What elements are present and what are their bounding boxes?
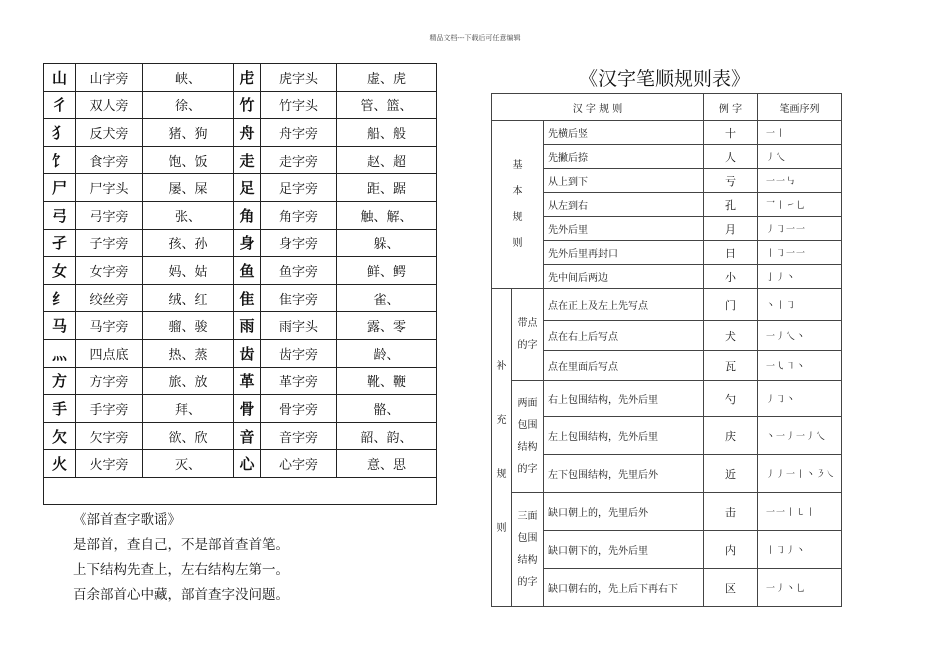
radical: 舟	[234, 119, 261, 147]
radical: 尸	[44, 174, 76, 202]
stroke-sequence: 亅丿丶	[758, 265, 842, 289]
example-chars: 猪、狗	[143, 119, 234, 147]
table-row	[492, 569, 842, 607]
example-chars: 触、解、	[337, 201, 437, 229]
radical: 音	[234, 422, 261, 450]
header-example: 例 字	[704, 94, 758, 121]
table-row	[44, 229, 437, 257]
radical-name: 反犬旁	[76, 119, 143, 147]
example-char: 门	[704, 289, 758, 321]
example-chars: 露、零	[337, 312, 437, 340]
radical-name: 绞丝旁	[76, 284, 143, 312]
example-char: 区	[704, 569, 758, 607]
example-char: 犬	[704, 321, 758, 351]
example-chars: 徐、	[143, 91, 234, 119]
example-chars: 龄、	[337, 339, 437, 367]
example-char: 亏	[704, 169, 758, 193]
radical-name: 足字旁	[261, 174, 337, 202]
stroke-sequence: 一一㇉	[758, 169, 842, 193]
rules-header-row	[492, 94, 842, 121]
example-chars: 韶、韵、	[337, 422, 437, 450]
stroke-sequence: 丨㇆一一	[758, 241, 842, 265]
radical: 鱼	[234, 257, 261, 285]
stroke-sequence: 丨㇆丿丶	[758, 531, 842, 569]
rule-text: 缺口朝上的，先里后外	[544, 493, 704, 531]
radical: 饣	[44, 146, 76, 174]
example-chars: 屡、屎	[143, 174, 234, 202]
radical: 隹	[234, 284, 261, 312]
stroke-sequence: 丿丿一丨丶㇋㇏	[758, 455, 842, 493]
stroke-sequence: 一㇂㇕丶	[758, 351, 842, 381]
rule-text: 点在右上后写点	[544, 321, 704, 351]
radical: 犭	[44, 119, 76, 147]
page-header: 精品文档---下载后可任意编辑	[429, 34, 521, 42]
rule-text: 左上包围结构，先外后里	[544, 417, 704, 455]
radical-name: 心字旁	[261, 450, 337, 478]
table-row	[492, 241, 842, 265]
radical: 心	[234, 450, 261, 478]
table-row	[492, 121, 842, 145]
example-chars: 意、思	[337, 450, 437, 478]
stroke-sequence: 丿乀	[758, 145, 842, 169]
example-char: 月	[704, 217, 758, 241]
stroke-sequence: 一丨	[758, 121, 842, 145]
example-char: 瓦	[704, 351, 758, 381]
table-row	[492, 531, 842, 569]
table-row	[492, 145, 842, 169]
example-chars: 虚、虎	[337, 64, 437, 92]
rule-text: 从上到下	[544, 169, 704, 193]
example-char: 孔	[704, 193, 758, 217]
radical-name: 手字旁	[76, 395, 143, 423]
table-row	[44, 174, 437, 202]
radical-name: 山字旁	[76, 64, 143, 92]
basic-rules-label: 基 本 规 则	[492, 121, 544, 289]
radical-song	[73, 508, 289, 608]
example-chars: 热、蒸	[143, 339, 234, 367]
table-row	[44, 450, 437, 478]
empty-cell	[44, 477, 437, 504]
radical-table	[43, 63, 437, 505]
radical-name: 雨字头	[261, 312, 337, 340]
example-chars: 躲、	[337, 229, 437, 257]
radical: 手	[44, 395, 76, 423]
example-char: 击	[704, 493, 758, 531]
table-row	[492, 193, 842, 217]
example-char: 日	[704, 241, 758, 265]
rule-text: 左下包围结构，先里后外	[544, 455, 704, 493]
example-chars: 雀、	[337, 284, 437, 312]
example-char: 内	[704, 531, 758, 569]
supplementary-rules-label: 补 充 规 则	[492, 289, 512, 607]
song-line: 是部首，查自己，不是部首查首笔。	[73, 537, 289, 553]
table-row	[44, 422, 437, 450]
table-row	[492, 417, 842, 455]
radical: 彳	[44, 91, 76, 119]
table-row	[44, 312, 437, 340]
table-row	[492, 321, 842, 351]
example-chars: 绒、红	[143, 284, 234, 312]
rule-text: 先外后里再封口	[544, 241, 704, 265]
table-row	[492, 455, 842, 493]
example-chars: 饱、饭	[143, 146, 234, 174]
radical-name: 火字旁	[76, 450, 143, 478]
example-chars: 妈、姑	[143, 257, 234, 285]
stroke-sequence: 丿㇆一一	[758, 217, 842, 241]
example-chars: 船、般	[337, 119, 437, 147]
rule-text: 从左到右	[544, 193, 704, 217]
radical: 山	[44, 64, 76, 92]
radical: 足	[234, 174, 261, 202]
stroke-sequence: 丶一丿一丿乀	[758, 417, 842, 455]
radical-name: 子字旁	[76, 229, 143, 257]
example-chars: 峡、	[143, 64, 234, 92]
group-label: 带点的字	[512, 289, 544, 381]
radical: 身	[234, 229, 261, 257]
radical: 纟	[44, 284, 76, 312]
radical-name: 角字旁	[261, 201, 337, 229]
radical-name: 舟字旁	[261, 119, 337, 147]
rule-text: 点在正上及左上先写点	[544, 289, 704, 321]
radical-name: 鱼字旁	[261, 257, 337, 285]
rule-text: 右上包围结构，先外后里	[544, 381, 704, 417]
example-char: 庆	[704, 417, 758, 455]
radical-name: 欠字旁	[76, 422, 143, 450]
table-row	[44, 201, 437, 229]
example-char: 勺	[704, 381, 758, 417]
example-chars: 张、	[143, 201, 234, 229]
radical-name: 双人旁	[76, 91, 143, 119]
stroke-sequence: 乛丨㇀乚	[758, 193, 842, 217]
radical-name: 马字旁	[76, 312, 143, 340]
stroke-sequence: 丿㇆丶	[758, 381, 842, 417]
radical: 马	[44, 312, 76, 340]
rules-title: 《汉字笔顺规则表》	[578, 68, 750, 90]
stroke-sequence: 一丿丶乚	[758, 569, 842, 607]
radical-name: 隹字旁	[261, 284, 337, 312]
radical: 革	[234, 367, 261, 395]
table-row	[492, 169, 842, 193]
stroke-sequence: 一一丨㇄丨	[758, 493, 842, 531]
radical: 孑	[44, 229, 76, 257]
rule-text: 先外后里	[544, 217, 704, 241]
radical-name: 方字旁	[76, 367, 143, 395]
rule-text: 先中间后两边	[544, 265, 704, 289]
radical: 角	[234, 201, 261, 229]
radical: 女	[44, 257, 76, 285]
rule-text: 缺口朝下的，先外后里	[544, 531, 704, 569]
radical-name: 音字旁	[261, 422, 337, 450]
radical: 竹	[234, 91, 261, 119]
radical: 欠	[44, 422, 76, 450]
song-line: 上下结构先查上，左右结构左第一。	[73, 562, 289, 578]
radical: 灬	[44, 339, 76, 367]
example-chars: 旅、放	[143, 367, 234, 395]
radical-name: 革字旁	[261, 367, 337, 395]
example-chars: 拜、	[143, 395, 234, 423]
radical: 骨	[234, 395, 261, 423]
rule-text: 先横后竖	[544, 121, 704, 145]
table-row	[44, 367, 437, 395]
radical: 虍	[234, 64, 261, 92]
example-chars: 骼、	[337, 395, 437, 423]
radical-name: 弓字旁	[76, 201, 143, 229]
rule-text: 点在里面后写点	[544, 351, 704, 381]
header-rule: 汉 字 规 则	[492, 94, 704, 121]
example-chars: 鲜、鳄	[337, 257, 437, 285]
example-char: 小	[704, 265, 758, 289]
table-row	[492, 351, 842, 381]
example-chars: 骝、骏	[143, 312, 234, 340]
radical: 火	[44, 450, 76, 478]
group-label: 三面包围结构的字	[512, 493, 544, 607]
table-row	[44, 146, 437, 174]
example-char: 近	[704, 455, 758, 493]
example-char: 十	[704, 121, 758, 145]
table-row	[492, 217, 842, 241]
radical-name: 食字旁	[76, 146, 143, 174]
example-chars: 孩、孙	[143, 229, 234, 257]
radical-name: 齿字旁	[261, 339, 337, 367]
table-row	[44, 284, 437, 312]
song-line: 百余部首心中藏，部首查字没问题。	[73, 587, 289, 603]
empty-row	[44, 477, 437, 504]
table-row	[44, 339, 437, 367]
radical-name: 尸字头	[76, 174, 143, 202]
stroke-sequence: 丶丨㇆	[758, 289, 842, 321]
radical: 齿	[234, 339, 261, 367]
radical-name: 虎字头	[261, 64, 337, 92]
radical-name: 骨字旁	[261, 395, 337, 423]
example-chars: 灭、	[143, 450, 234, 478]
header-strokes: 笔画序列	[758, 94, 842, 121]
rule-text: 先撇后捺	[544, 145, 704, 169]
radical-name: 四点底	[76, 339, 143, 367]
table-row	[44, 119, 437, 147]
table-row	[492, 289, 842, 321]
example-chars: 管、篮、	[337, 91, 437, 119]
group-label: 两面包围结构的字	[512, 381, 544, 493]
example-chars: 欲、欣	[143, 422, 234, 450]
table-row	[492, 381, 842, 417]
radical-name: 身字旁	[261, 229, 337, 257]
radical: 雨	[234, 312, 261, 340]
table-row	[492, 265, 842, 289]
song-title: 《部首查字歌谣》	[73, 512, 181, 528]
example-chars: 距、踞	[337, 174, 437, 202]
table-row	[44, 64, 437, 92]
example-char: 人	[704, 145, 758, 169]
table-row	[44, 257, 437, 285]
stroke-sequence: 一丿乀丶	[758, 321, 842, 351]
radical-name: 走字旁	[261, 146, 337, 174]
radical: 走	[234, 146, 261, 174]
radical-name: 竹字头	[261, 91, 337, 119]
example-chars: 赵、超	[337, 146, 437, 174]
radical: 弓	[44, 201, 76, 229]
table-row	[44, 395, 437, 423]
stroke-order-table	[491, 93, 842, 607]
example-chars: 靴、鞭	[337, 367, 437, 395]
radical-name: 女字旁	[76, 257, 143, 285]
radical: 方	[44, 367, 76, 395]
rule-text: 缺口朝右的，先上后下再右下	[544, 569, 704, 607]
table-row	[44, 91, 437, 119]
table-row	[492, 493, 842, 531]
